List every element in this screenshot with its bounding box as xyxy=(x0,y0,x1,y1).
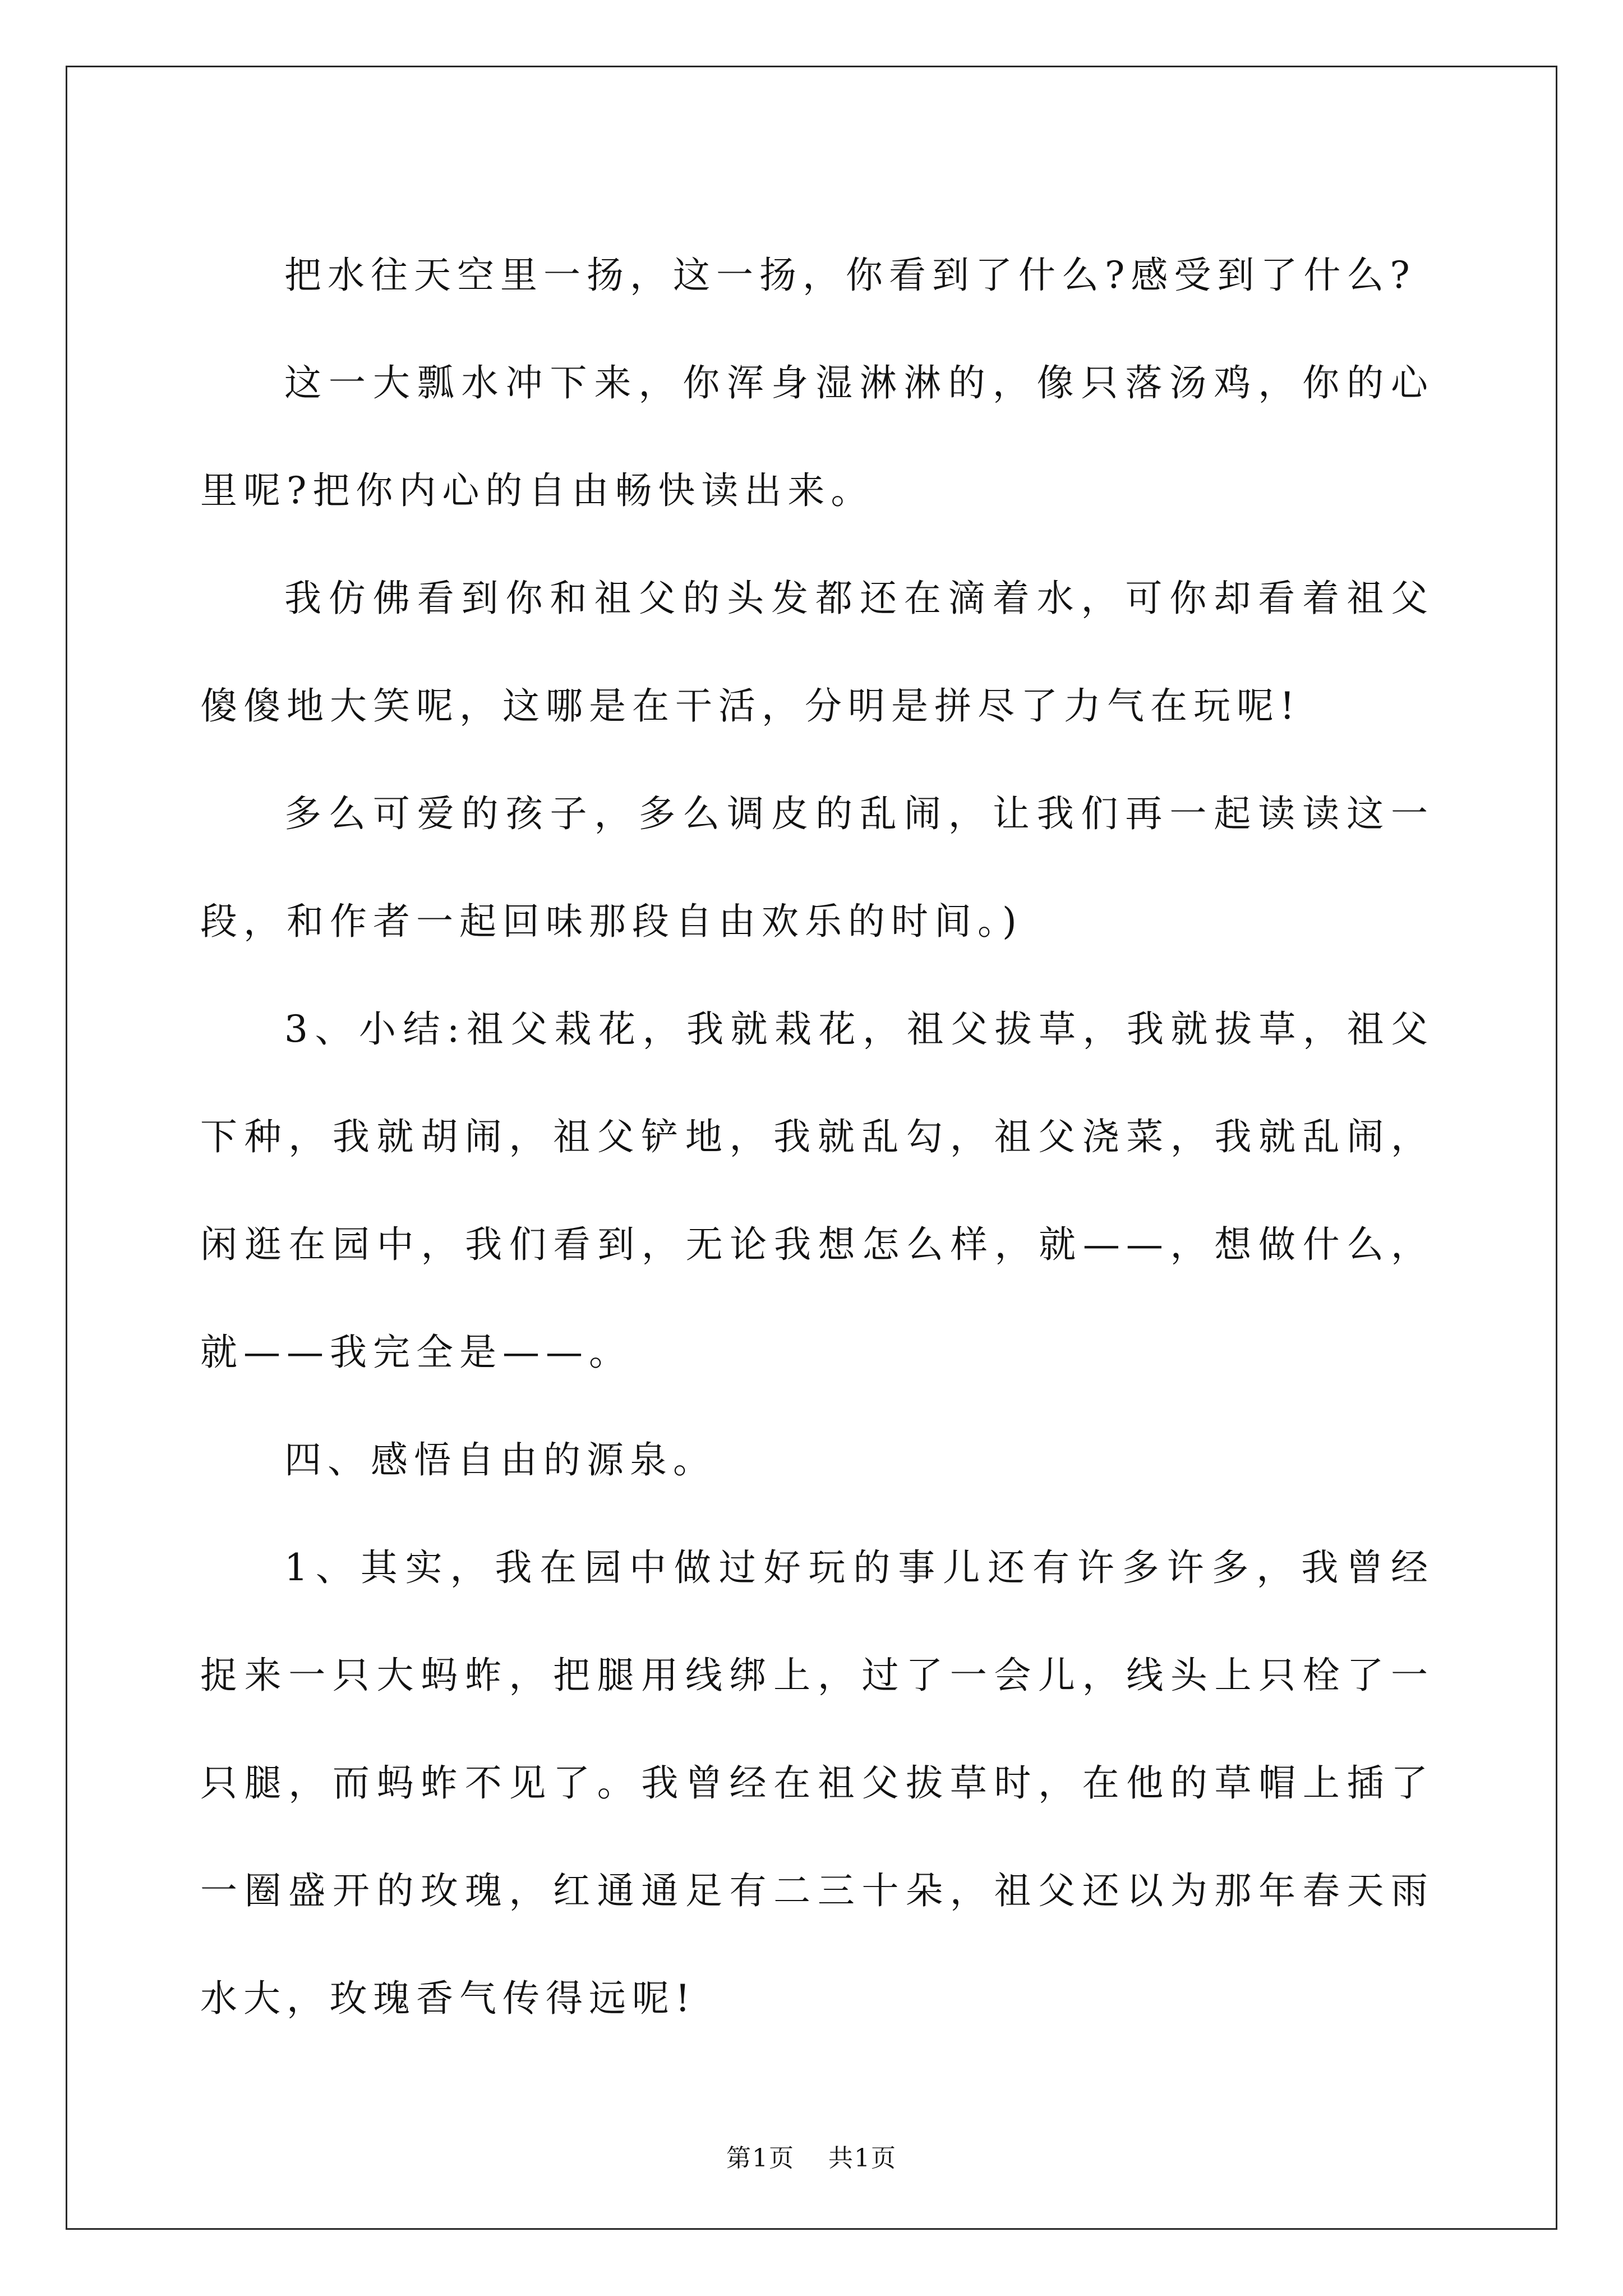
paragraph-5: 3、小结:祖父栽花，我就栽花，祖父拔草，我就拔草，祖父下种，我就胡闹，祖父铲地，我就乱勾，祖父浇菜，我就乱闹，闲逛在园中，我们看到，无论我想怎么样，就——，想做什么，就——我完全是——。 xyxy=(200,1007,1434,1374)
paragraph-1: 把水往天空里一扬，这一扬，你看到了什么?感受到了什么? xyxy=(284,254,1416,297)
paragraph-3: 我仿佛看到你和祖父的头发都还在滴着水，可你却看着祖父傻傻地大笑呢，这哪是在干活，分明是拼尽了力气在玩呢! xyxy=(200,577,1434,728)
page-number: 第1页 xyxy=(726,2144,795,2173)
paragraph-2: 这一大瓢水冲下来，你浑身湿淋淋的，像只落汤鸡，你的心里呢?把你内心的自由畅快读出来。 xyxy=(200,361,1434,512)
page-total: 共1页 xyxy=(828,2144,897,2173)
paragraph-6: 四、感悟自由的源泉。 xyxy=(284,1438,716,1481)
paragraph-4: 多么可爱的孩子，多么调皮的乱闹，让我们再一起读读这一段，和作者一起回味那段自由欢乐的时间。) xyxy=(200,792,1434,943)
paragraph-7: 1、其实，我在园中做过好玩的事儿还有许多许多，我曾经捉来一只大蚂蚱，把腿用线绑上，过了一会儿，线头上只栓了一只腿，而蚂蚱不见了。我曾经在祖父拔草时，在他的草帽上插了一圈盛开的玫瑰，红通通足有二三十朵，祖父还以为那年春天雨水大，玫瑰香气传得远呢! xyxy=(200,1546,1434,2020)
page-footer xyxy=(0,2142,1623,2175)
document-body xyxy=(200,222,1434,2053)
